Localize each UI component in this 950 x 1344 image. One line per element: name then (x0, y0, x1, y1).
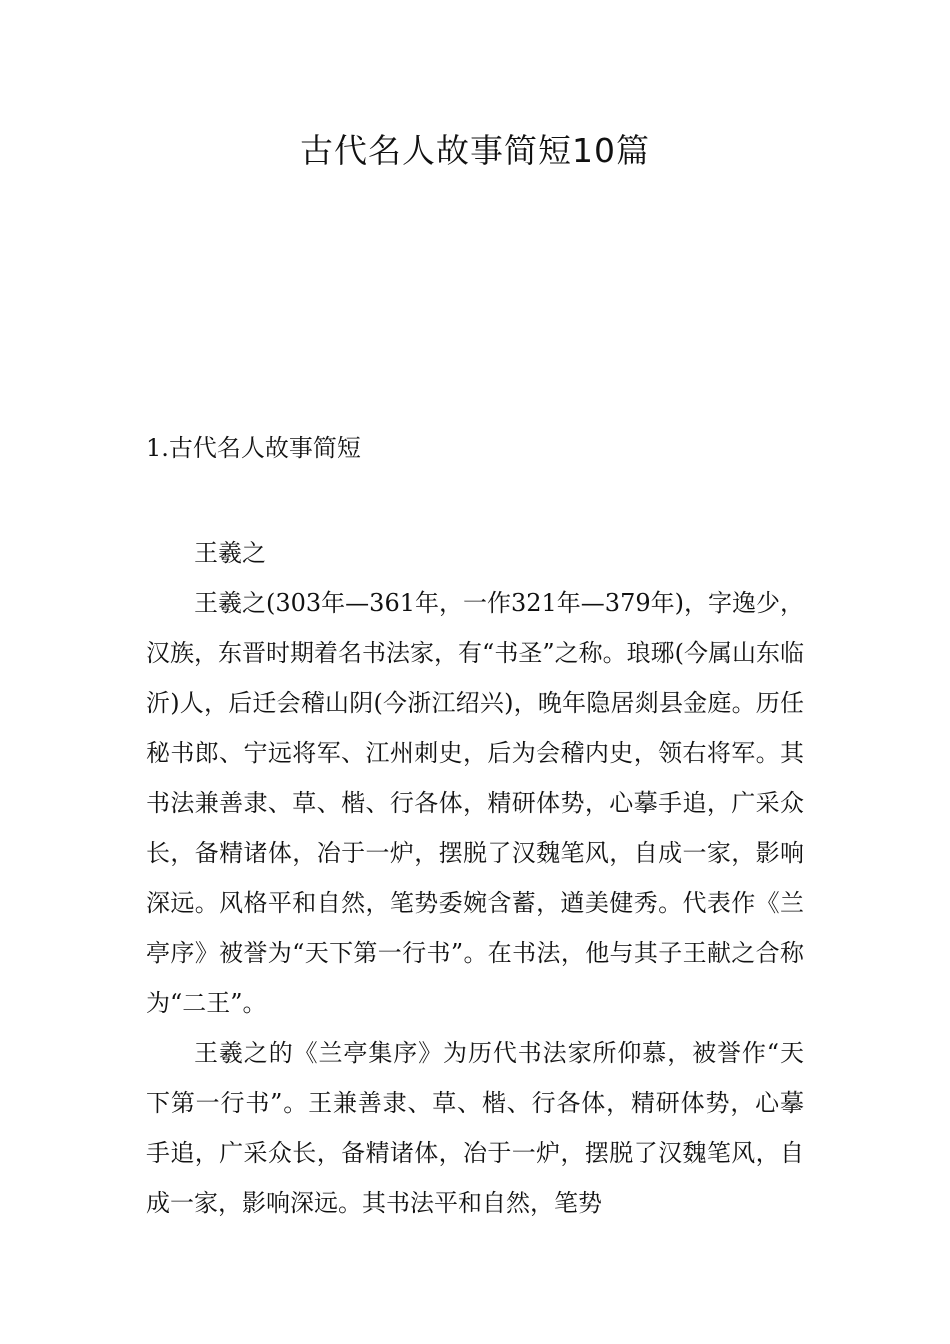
document-title: 古代名人故事简短10篇 (300, 131, 650, 170)
subject-name: 王羲之 (194, 539, 266, 567)
biography-paragraph: 王羲之(303年—361年，一作321年—379年)，字逸少，汉族，东晋时期着名书法家，有“书圣”之称。琅琊(今属山东临沂)人，后迁会稽山阴(今浙江绍兴)，晚年隐居剡县金庭。历任秘书郎、宁远将军、江州刺史，后为会稽内史，领右将军。其书法兼善隶、草、楷、行各体，精研体势，心摹手追，广采众长，备精诸体，冶于一炉，摆脱了汉魏笔风，自成一家，影响深远。风格平和自然，笔势委婉含蓄，遒美健秀。代表作《兰亭序》被誉为“天下第一行书”。在书法，他与其子王献之合称为“二王”。 (146, 589, 804, 1017)
section-heading: 1.古代名人故事简短 (146, 434, 361, 462)
calligraphy-paragraph: 王羲之的《兰亭集序》为历代书法家所仰慕，被誉作“天下第一行书”。王兼善隶、草、楷、行各体，精研体势，心摹手追，广采众长，备精诸体，冶于一炉，摆脱了汉魏笔风，自成一家，影响深远。其书法平和自然，笔势 (146, 1039, 804, 1217)
body-text (146, 528, 804, 1228)
